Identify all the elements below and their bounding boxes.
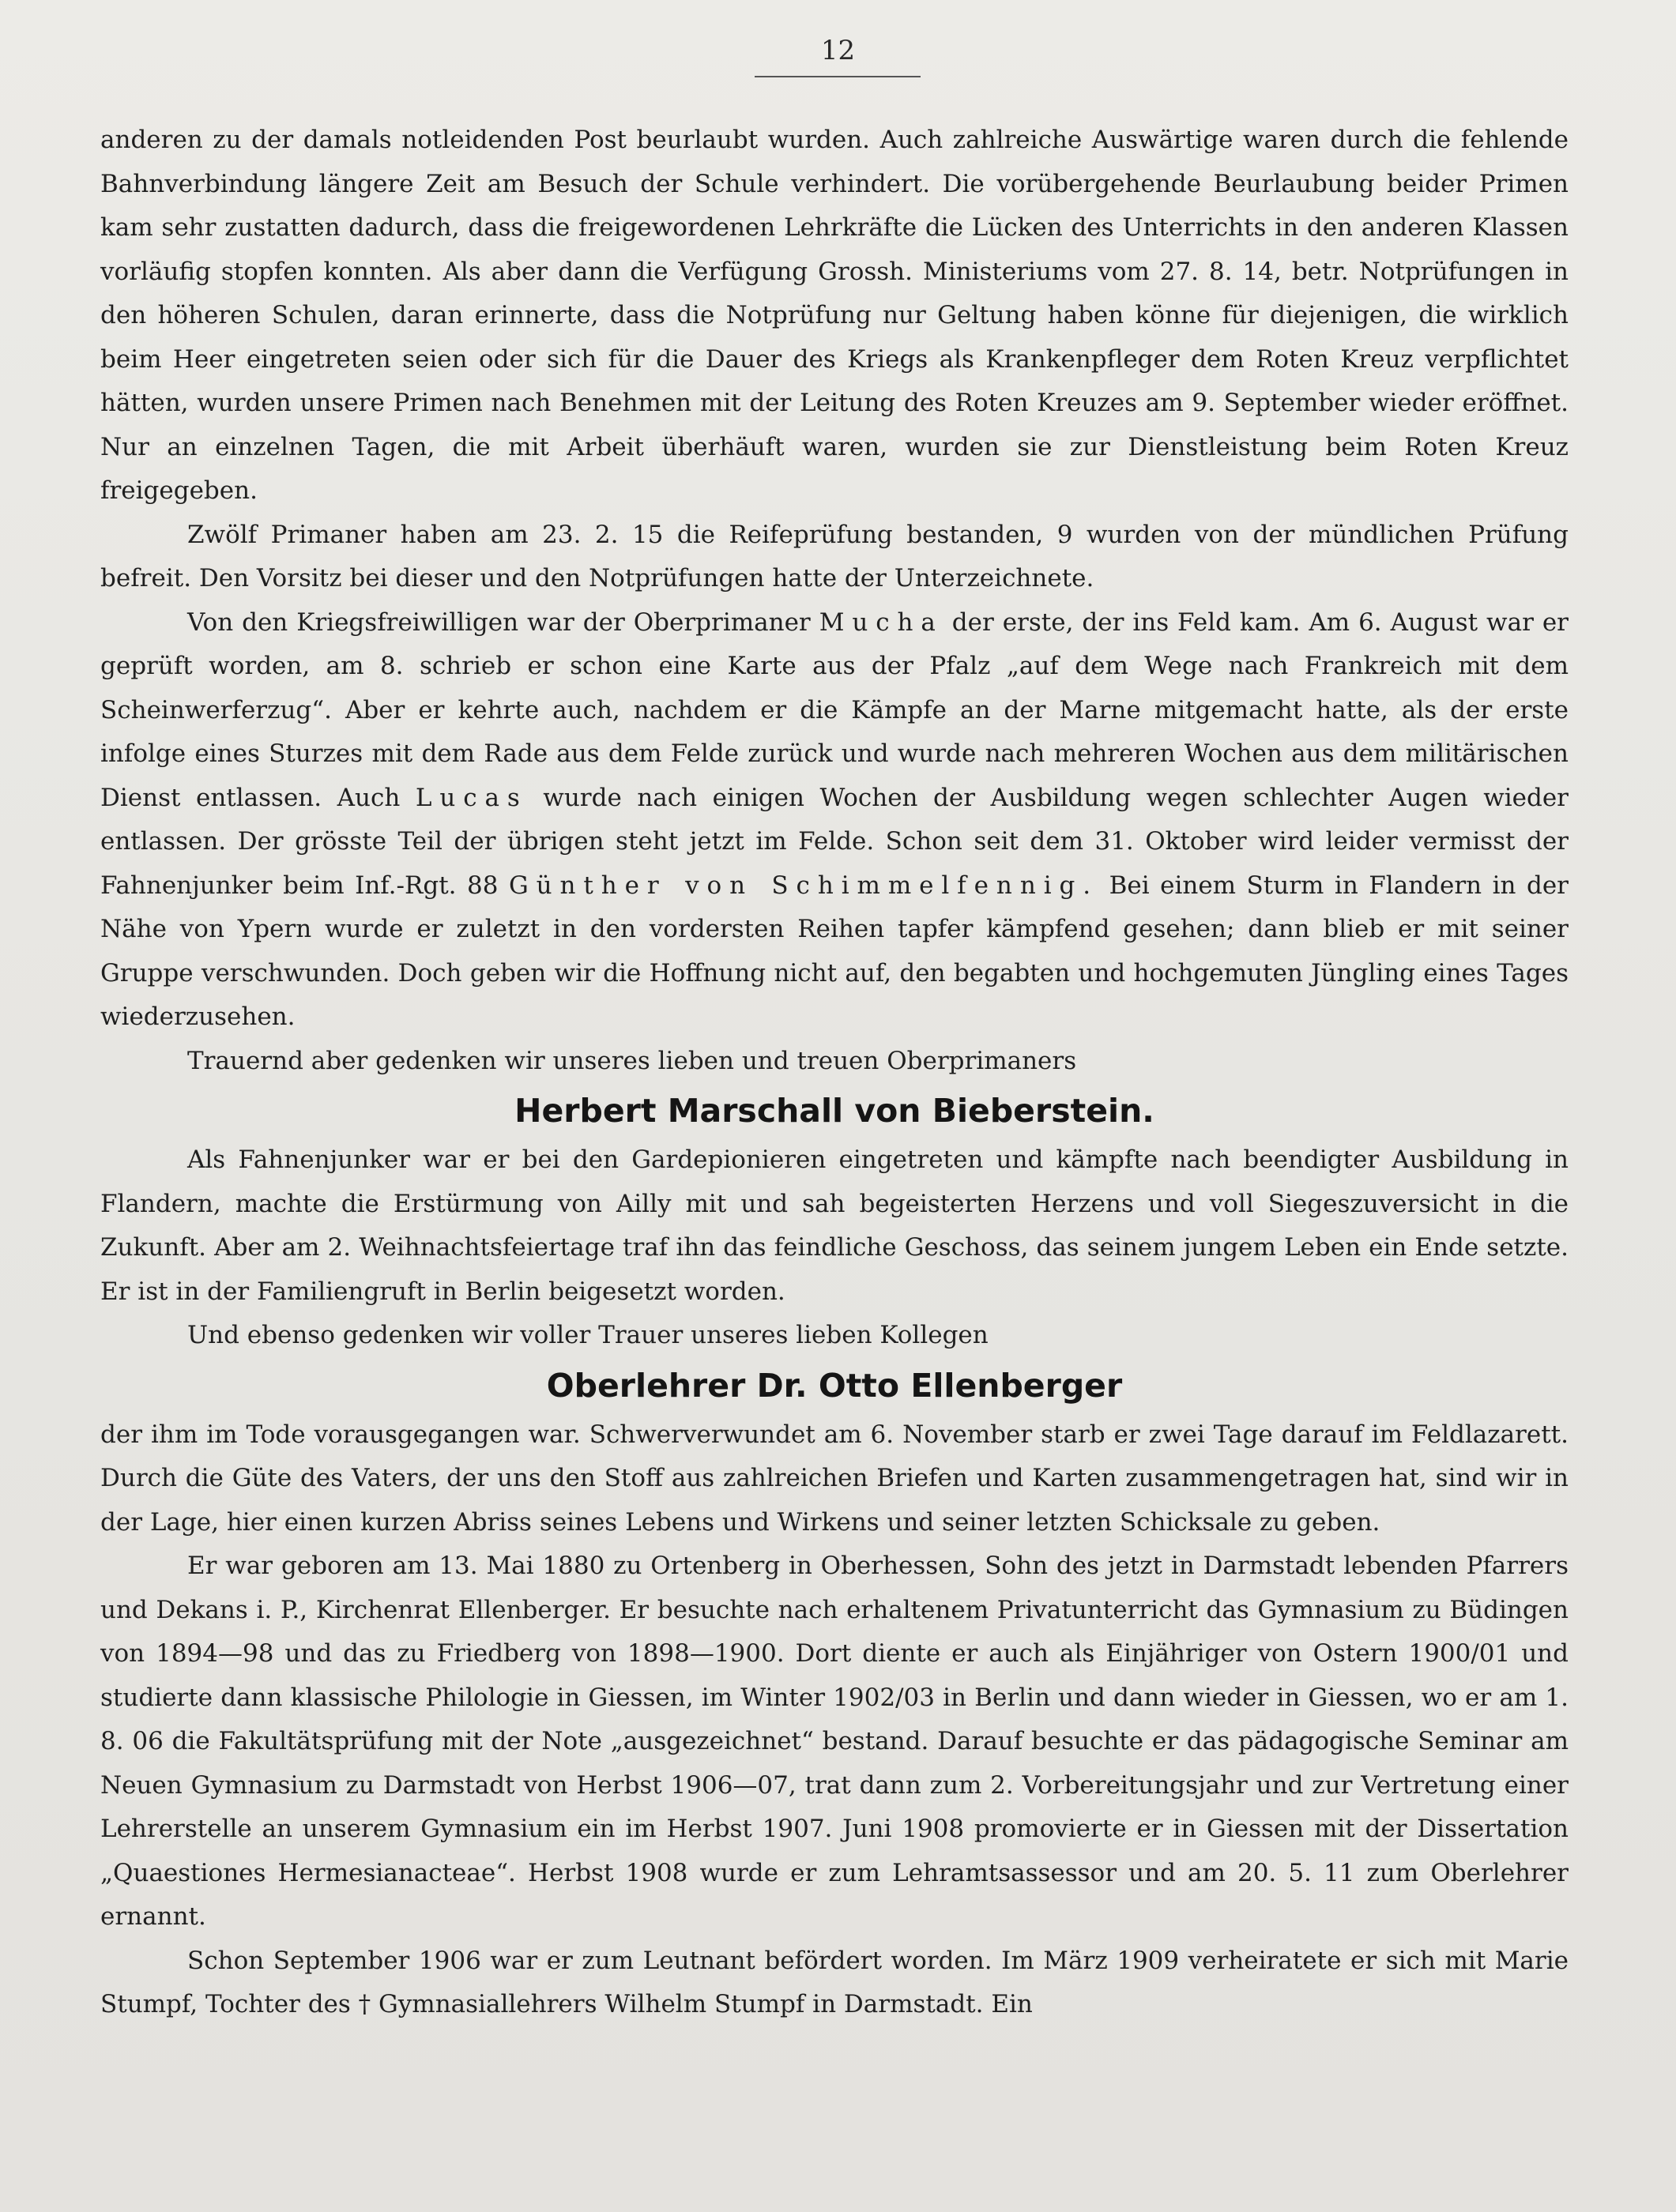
paragraph-3 <box>100 601 1569 1040</box>
page-number: 12 <box>820 35 856 66</box>
paragraph-1: anderen zu der damals notleidenden Post beurlaubt wurden. Auch zahlreiche Auswärtige waren durch die fehlende Bahnverbindung längere Zeit am Besuch der Schule verhindert. Die vorübergehende Beurlaubung beider Primen kam sehr zustatten dadurch, dass die freigewordenen Lehrkräfte die Lücken des Unterrichts in den anderen Klassen vorläufig stopfen konnten. Als aber dann die Verfügung Grossh. Ministeriums vom 27. 8. 14, betr. Notprüfungen in den höheren Schulen, daran erinnerte, dass die Notprüfung nur Geltung haben könne für diejenigen, die wirklich beim Heer eingetreten seien oder sich für die Dauer des Kriegs als Krankenpfleger dem Roten Kreuz verpflichtet hätten, wurden unsere Primen nach Benehmen mit der Leitung des Roten Kreuzes am 9. September wieder eröffnet. Nur an einzelnen Tagen, die mit Arbeit überhäuft waren, wurden sie zur Dienstleistung beim Roten Kreuz freigegeben. <box>100 126 1569 505</box>
paragraph-3-part-c: wurde nach einigen Wochen der Ausbildung wegen schlechter Augen wieder entlassen. Der grösste Teil der übrigen steht jetzt im Felde. Schon seit dem 31. Oktober wird leider vermisst der Fahnenjunker beim Inf.-Rgt. 88 <box>100 783 1569 900</box>
paragraph-3-part-d: Bei einem Sturm in Flandern in der Nähe von Ypern wurde er zuletzt in den vordersten Reihen tapfer kämpfend gesehen; dann blieb er mit seiner Gruppe verschwunden. Doch geben wir die Hoffnung nicht auf, den begabten und hochgemuten Jüngling eines Tages wiederzusehen. <box>100 871 1569 1031</box>
paragraph-3-part-b: der erste, der ins Feld kam. Am 6. August war er geprüft worden, am 8. schrieb er schon eine Karte aus der Pfalz „auf dem Wege nach Frankreich mit dem Scheinwerferzug“. Aber er kehrte auch, nachdem er die Kämpfe an der Marne mitgemacht hatte, als der erste infolge eines Sturzes mit dem Rade aus dem Felde zurück und wurde nach mehreren Wochen aus dem militärischen Dienst entlassen. Auch <box>100 608 1569 812</box>
heading-herbert: Herbert Marschall von Bieberstein. <box>514 1092 1154 1130</box>
name-mucha: Mucha <box>819 608 943 637</box>
paragraph-5: Als Fahnenjunker war er bei den Gardepionieren eingetreten und kämpfte nach beendigter Ausbildung in Flandern, machte die Erstürmung von Ailly mit und sah begeisterten Herzens und voll Siegeszuversicht in die Zukunft. Aber am 2. Weihnachtsfeiertage traf ihn das feindliche Geschoss, das seinem jungem Leben ein Ende setzte. Er ist in der Familiengruft in Berlin beigesetzt worden. <box>100 1146 1569 1306</box>
paragraph-4: Trauernd aber gedenken wir unseres lieben und treuen Oberprimaners <box>187 1046 1077 1075</box>
body-text <box>100 118 1569 2027</box>
paragraph-2: Zwölf Primaner haben am 23. 2. 15 die Reifeprüfung bestanden, 9 wurden von der mündlichen Prüfung befreit. Den Vorsitz bei dieser und den Notprüfungen hatte der Unterzeichnete. <box>100 520 1569 592</box>
paragraph-8: Er war geboren am 13. Mai 1880 zu Ortenberg in Oberhessen, Sohn des jetzt in Darmstadt lebenden Pfarrers und Dekans i. P., Kirchenrat Ellenberger. Er besuchte nach erhaltenem Privatunterricht das Gymnasium zu Büdingen von 1894—98 und das zu Friedberg von 1898—1900. Dort diente er auch als Einjähriger von Ostern 1900/01 und studierte dann klassische Philologie in Giessen, im Winter 1902/03 in Berlin und dann wieder in Giessen, wo er am 1. 8. 06 die Fakultätsprüfung mit der Note „ausgezeichnet“ bestand. Darauf besuchte er das pädagogische Seminar am Neuen Gymnasium zu Darmstadt von Herbst 1906—07, trat dann zum 2. Vorbereitungsjahr und zur Vertretung einer Lehrerstelle an unserem Gymnasium ein im Herbst 1907. Juni 1908 promovierte er in Giessen mit der Dissertation „Quaestiones Hermesianacteae“. Herbst 1908 wurde er zum Lehramtsassessor und am 20. 5. 11 zum Oberlehrer ernannt. <box>100 1552 1569 1931</box>
name-lucas: Lucas <box>415 783 528 812</box>
paragraph-3-part-a: Von den Kriegsfreiwilligen war der Oberprimaner <box>187 608 819 637</box>
paragraph-9: Schon September 1906 war er zum Leutnant befördert worden. Im März 1909 verheiratete er sich mit Marie Stumpf, Tochter des † Gymnasiallehrers Wilhelm Stumpf in Darmstadt. Ein <box>100 1946 1569 2018</box>
heading-ellenberger: Oberlehrer Dr. Otto Ellenberger <box>546 1366 1123 1405</box>
paragraph-7: der ihm im Tode vorausgegangen war. Schwerverwundet am 6. November starb er zwei Tage darauf im Feldlazarett. Durch die Güte des Vaters, der uns den Stoff aus zahlreichen Briefen und Karten zusammengetragen hat, sind wir in der Lage, hier einen kurzen Abriss seines Lebens und Wirkens und seiner letzten Schicksale zu geben. <box>100 1420 1569 1537</box>
name-guenther: Günther von Schimmelfennig. <box>508 871 1099 900</box>
header-rule <box>755 76 921 77</box>
paragraph-6: Und ebenso gedenken wir voller Trauer unseres lieben Kollegen <box>187 1321 989 1349</box>
